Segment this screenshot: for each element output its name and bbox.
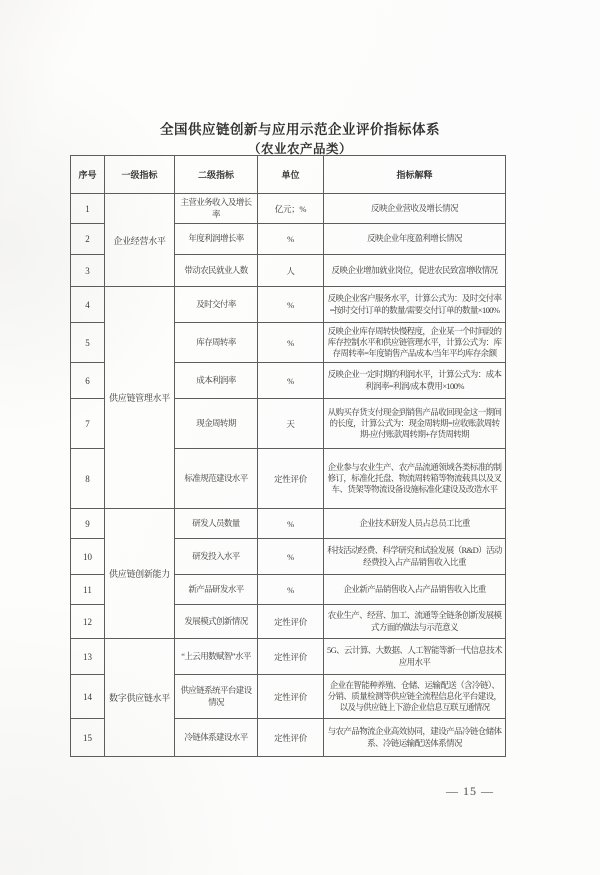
- row-number-cell: 14: [71, 675, 105, 719]
- row-number-cell: 2: [71, 224, 105, 255]
- unit-cell: 定性评价: [258, 449, 324, 509]
- table-row: [71, 287, 506, 323]
- title-block: [0, 118, 600, 157]
- explanation-cell: 企业在智能种养殖、仓储、运输配送（含冷链）、分销、质量检测等供应链全流程信息化平台建设，以及与供应链上下游企业信息互联互通情况: [324, 675, 506, 719]
- explanation-cell: 与农产品物流企业高效协同，建设产品冷链仓储体系、冷链运输配送体系情况: [324, 719, 506, 757]
- row-number-cell: 9: [71, 509, 105, 539]
- row-number-cell: 12: [71, 605, 105, 639]
- row-number-cell: 15: [71, 719, 105, 757]
- level1-indicator-cell: 数字供应链水平: [105, 639, 175, 757]
- unit-cell: 定性评价: [258, 639, 324, 675]
- level2-indicator-cell: “上云用数赋智”水平: [175, 639, 258, 675]
- explanation-cell: 企业参与农业生产、农产品流通领域各类标准的制修订，标准化托盘、物流周转箱等物流载具以及叉车、货架等物流设备设施标准化建设及改造水平: [324, 449, 506, 509]
- explanation-cell: 从购买存货支付现金到销售产品收回现金这一期间的长度，计算公式为：现金周转期=应收账款周转期-应付账款周转期+存货周转期: [324, 399, 506, 449]
- row-number-cell: 11: [71, 575, 105, 605]
- explanation-cell: 5G、云计算、大数据、人工智能等新一代信息技术应用水平: [324, 639, 506, 675]
- unit-cell: 定性评价: [258, 719, 324, 757]
- table-row: [71, 509, 506, 539]
- page-subtitle: （农业农产品类）: [247, 142, 352, 156]
- col-header-serial-no: 序号: [71, 156, 105, 194]
- level1-indicator-cell: 供应链管理水平: [105, 287, 175, 509]
- level2-indicator-cell: 供应链系统平台建设情况: [175, 675, 258, 719]
- row-number-cell: 10: [71, 539, 105, 575]
- level1-indicator-cell: 供应链创新能力: [105, 509, 175, 639]
- row-number-cell: 8: [71, 449, 105, 509]
- row-number-cell: 3: [71, 255, 105, 287]
- level2-indicator-cell: 主营业务收入及增长率: [175, 194, 258, 224]
- unit-cell: 定性评价: [258, 675, 324, 719]
- unit-cell: %: [258, 575, 324, 605]
- table-header-row: [71, 156, 506, 194]
- unit-cell: %: [258, 509, 324, 539]
- unit-cell: %: [258, 224, 324, 255]
- unit-cell: %: [258, 287, 324, 323]
- col-header-unit: 单位: [258, 156, 324, 194]
- unit-cell: 定性评价: [258, 605, 324, 639]
- unit-cell: 天: [258, 399, 324, 449]
- col-header-level1-indicator: 一级指标: [105, 156, 175, 194]
- explanation-cell: 反映企业客户服务水平，计算公式为：及时交付率=按时交付订单的数量/需要交付订单的数量×100%: [324, 287, 506, 323]
- row-number-cell: 7: [71, 399, 105, 449]
- explanation-cell: 反映企业增加就业岗位，促进农民致富增收情况: [324, 255, 506, 287]
- unit-cell: 人: [258, 255, 324, 287]
- unit-cell: 亿元；%: [258, 194, 324, 224]
- indicator-table: [70, 155, 506, 757]
- unit-cell: %: [258, 323, 324, 363]
- level2-indicator-cell: 冷链体系建设水平: [175, 719, 258, 757]
- level2-indicator-cell: 研发人员数量: [175, 509, 258, 539]
- col-header-level2-indicator: 二级指标: [175, 156, 258, 194]
- row-number-cell: 4: [71, 287, 105, 323]
- row-number-cell: 5: [71, 323, 105, 363]
- explanation-cell: 企业技术研发人员占总员工比重: [324, 509, 506, 539]
- level2-indicator-cell: 现金周转期: [175, 399, 258, 449]
- table-row: [71, 639, 506, 675]
- row-number-cell: 13: [71, 639, 105, 675]
- level1-indicator-cell: 企业经营水平: [105, 194, 175, 287]
- unit-cell: %: [258, 363, 324, 399]
- level2-indicator-cell: 年度利润增长率: [175, 224, 258, 255]
- level2-indicator-cell: 库存周转率: [175, 323, 258, 363]
- level2-indicator-cell: 研发投入水平: [175, 539, 258, 575]
- level2-indicator-cell: 及时交付率: [175, 287, 258, 323]
- explanation-cell: 反映企业库存周转快慢程度，企业某一个时间段的库存控制水平和供应链管理水平，计算公式为：库存周转率=年度销售产品成本/当年平均库存余额: [324, 323, 506, 363]
- explanation-cell: 农业生产、经营、加工、流通等全链条创新发展模式方面的做法与示范意义: [324, 605, 506, 639]
- level2-indicator-cell: 成本利润率: [175, 363, 258, 399]
- row-number-cell: 6: [71, 363, 105, 399]
- col-header-explanation: 指标解释: [324, 156, 506, 194]
- row-number-cell: 1: [71, 194, 105, 224]
- explanation-cell: 反映企业营收及增长情况: [324, 194, 506, 224]
- explanation-cell: 科技活动经费、科学研究和试验发展（R&D）活动经费投入占产品销售收入比重: [324, 539, 506, 575]
- indicator-table-body: [71, 194, 506, 757]
- unit-cell: %: [258, 539, 324, 575]
- explanation-cell: 反映企业年度盈利增长情况: [324, 224, 506, 255]
- level2-indicator-cell: 标准规范建设水平: [175, 449, 258, 509]
- page-title: 全国供应链创新与应用示范企业评价指标体系: [160, 122, 440, 137]
- table-row: [71, 194, 506, 224]
- page-number: — 15 —: [446, 784, 494, 798]
- level2-indicator-cell: 带动农民就业人数: [175, 255, 258, 287]
- explanation-cell: 企业新产品销售收入占产品销售收入比重: [324, 575, 506, 605]
- explanation-cell: 反映企业一定时期的利润水平，计算公式为：成本利润率=利润/成本费用×100%: [324, 363, 506, 399]
- level2-indicator-cell: 发展模式创新情况: [175, 605, 258, 639]
- level2-indicator-cell: 新产品研发水平: [175, 575, 258, 605]
